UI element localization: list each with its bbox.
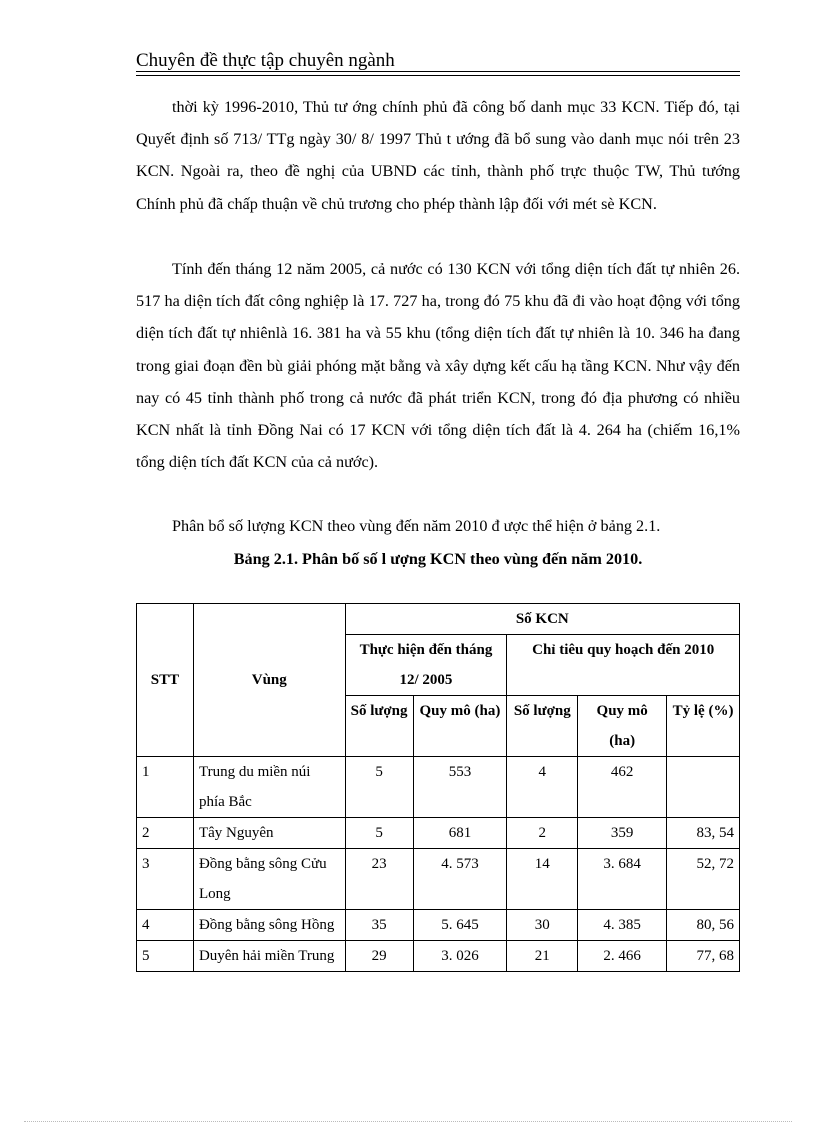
- cell-so-luong-2005: 23: [345, 849, 413, 910]
- table-row: [137, 757, 740, 818]
- cell-so-luong-2010: 14: [507, 849, 578, 910]
- cell-stt: 5: [137, 941, 194, 972]
- cell-vung: Đồng bằng sông Cửu Long: [193, 849, 345, 910]
- cell-quy-mo-2010: 3. 684: [578, 849, 667, 910]
- page-bottom-divider: [24, 1121, 792, 1122]
- header-row-1: [137, 604, 740, 635]
- cell-quy-mo-2005: 4. 573: [413, 849, 507, 910]
- cell-stt: 3: [137, 849, 194, 910]
- cell-so-luong-2005: 29: [345, 941, 413, 972]
- cell-vung: Tây Nguyên: [193, 818, 345, 849]
- cell-quy-mo-2005: 3. 026: [413, 941, 507, 972]
- table-row: [137, 849, 740, 910]
- cell-vung: Duyên hải miền Trung: [193, 941, 345, 972]
- cell-so-luong-2010: 4: [507, 757, 578, 818]
- cell-quy-mo-2010: 462: [578, 757, 667, 818]
- cell-stt: 2: [137, 818, 194, 849]
- cell-quy-mo-2010: 2. 466: [578, 941, 667, 972]
- table-row: [137, 941, 740, 972]
- cell-quy-mo-2010: 359: [578, 818, 667, 849]
- page-header-title: Chuyên đề thực tập chuyên ngành: [136, 50, 395, 71]
- header-rule-thick: [136, 71, 740, 72]
- paragraph-2: Tính đến tháng 12 năm 2005, cả nước có 130 KCN với tổng diện tích đất tự nhiên 26. 517 ha diện tích đất công nghiệp là 17. 727 ha, trong đó 75 khu đã đi vào hoạt động với tổng diện tích đất tự nhiênlà 16. 381 ha và 55 khu (tổng diện tích đất tự nhiên là 10. 346 ha đang trong giai đoạn đền bù giải phóng mặt bằng và xây dựng kết cấu hạ tầng KCN. Như vậy đến nay có 45 tỉnh thành phố trong cả nước đã phát triển KCN, trong đó địa phương có nhiều KCN nhất là tỉnh Đồng Nai có 17 KCN với tổng diện tích đất là 4. 264 ha (chiếm 16,1% tổng diện tích đất KCN của cả nước).: [136, 260, 740, 472]
- header-so-kcn: Số KCN: [345, 604, 739, 635]
- cell-so-luong-2010: 30: [507, 910, 578, 941]
- cell-so-luong-2010: 21: [507, 941, 578, 972]
- cell-quy-mo-2005: 553: [413, 757, 507, 818]
- header-ty-le: Tỷ lệ (%): [667, 696, 740, 757]
- kcn-distribution-table: [136, 603, 740, 972]
- cell-vung: Đồng bằng sông Hồng: [193, 910, 345, 941]
- cell-quy-mo-2005: 681: [413, 818, 507, 849]
- cell-ty-le: 52, 72: [667, 849, 740, 910]
- table-row: [137, 818, 740, 849]
- cell-ty-le: [667, 757, 740, 818]
- paragraph-1: thời kỳ 1996-2010, Thủ tư ớng chính phủ đã công bố danh mục 33 KCN. Tiếp đó, tại Quyết định số 713/ TTg ngày 30/ 8/ 1997 Thủ t ướng đã bổ sung vào danh mục nói trên 23 KCN. Ngoài ra, theo đề nghị của UBND các tỉnh, thành phố trực thuộc TW, Thủ tướng Chính phủ đã chấp thuận về chủ trương cho phép thành lập đối với mét sè KCN.: [136, 98, 740, 213]
- cell-stt: 1: [137, 757, 194, 818]
- cell-stt: 4: [137, 910, 194, 941]
- header-thuc-hien: Thực hiện đến tháng 12/ 2005: [345, 635, 507, 696]
- cell-quy-mo-2010: 4. 385: [578, 910, 667, 941]
- header-so-luong-2005: Số lượng: [345, 696, 413, 757]
- header-chi-tieu: Chỉ tiêu quy hoạch đến 2010: [507, 635, 740, 696]
- cell-ty-le: 83, 54: [667, 818, 740, 849]
- header-quy-mo-2010: Quy mô (ha): [578, 696, 667, 757]
- cell-so-luong-2005: 5: [345, 818, 413, 849]
- header-quy-mo-2005: Quy mô (ha): [413, 696, 507, 757]
- paragraph-3: Phân bổ số lượng KCN theo vùng đến năm 2010 đ ược thể hiện ở bảng 2.1.: [172, 517, 661, 535]
- cell-ty-le: 80, 56: [667, 910, 740, 941]
- table-row: [137, 910, 740, 941]
- header-so-luong-2010: Số lượng: [507, 696, 578, 757]
- cell-vung: Trung du miền núi phía Bắc: [193, 757, 345, 818]
- header-vung: Vùng: [193, 604, 345, 757]
- cell-so-luong-2010: 2: [507, 818, 578, 849]
- cell-so-luong-2005: 35: [345, 910, 413, 941]
- header-stt: STT: [137, 604, 194, 757]
- cell-quy-mo-2005: 5. 645: [413, 910, 507, 941]
- cell-ty-le: 77, 68: [667, 941, 740, 972]
- table-caption: Bảng 2.1. Phân bố số l ượng KCN theo vùng đến năm 2010.: [233, 550, 643, 568]
- cell-so-luong-2005: 5: [345, 757, 413, 818]
- header-rule-thin: [136, 75, 740, 76]
